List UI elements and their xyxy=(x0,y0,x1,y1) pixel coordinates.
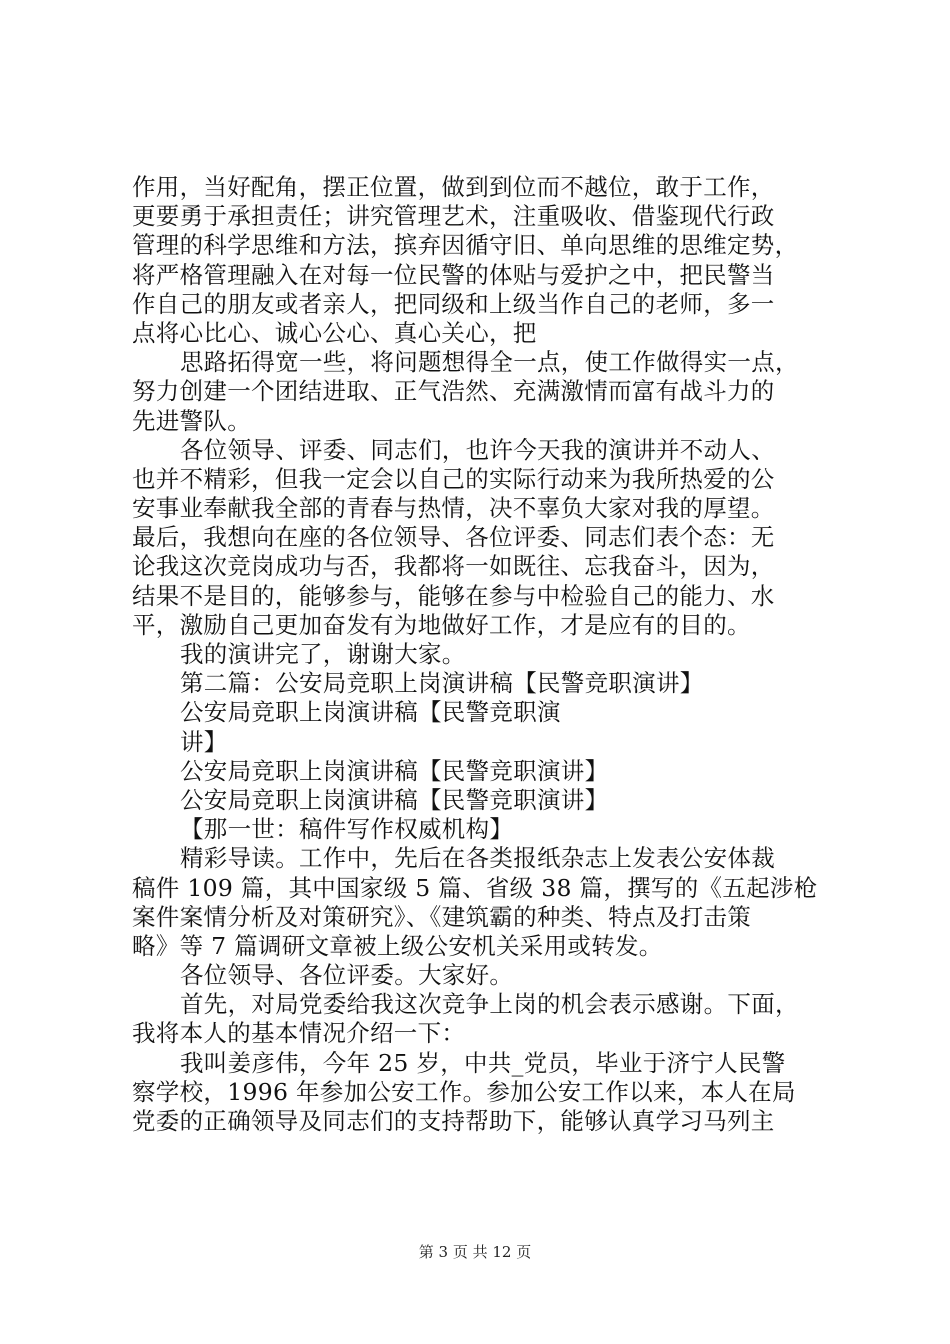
text-line: 首先，对局党委给我这次竞争上岗的机会表示感谢。下面， xyxy=(180,990,799,1019)
text-line: 我的演讲完了，谢谢大家。 xyxy=(180,640,466,668)
text-line: 结果不是目的，能够参与，能够在参与中检验自己的能力、水 xyxy=(132,581,775,610)
text-line: 更要勇于承担责任；讲究管理艺术，注重吸收、借鉴现代行政 xyxy=(132,202,775,231)
text-line: 思路拓得宽一些，将问题想得全一点，使工作做得实一点， xyxy=(180,348,799,377)
text-line: 管理的科学思维和方法，摈弃因循守旧、单向思维的思维定势， xyxy=(132,231,799,260)
text-line: 第二篇：公安局竞职上岗演讲稿【民警竞职演讲】 xyxy=(180,669,704,698)
text-line: 公安局竞职上岗演讲稿【民警竞职演讲】 xyxy=(180,756,609,785)
text-line: 将严格管理融入在对每一位民警的体贴与爱护之中，把民警当 xyxy=(132,260,775,289)
text-line: 各位领导、各位评委。大家好。 xyxy=(180,961,514,990)
text-line: 精彩导读。工作中，先后在各类报纸杂志上发表公安体裁 xyxy=(180,844,775,873)
page-footer xyxy=(0,1242,950,1262)
text-line: 我将本人的基本情况介绍一下： xyxy=(132,1019,466,1048)
text-line: 察学校，1996 年参加公安工作。参加公安工作以来，本人在局 xyxy=(132,1077,796,1106)
text-line: 最后，我想向在座的各位领导、各位评委、同志们表个态：无 xyxy=(132,523,775,552)
text-line: 案件案情分析及对策研究》、《建筑霸的种类、特点及打击策 xyxy=(132,902,752,931)
text-line: 稿件 109 篇，其中国家级 5 篇、省级 38 篇，撰写的《五起涉枪 xyxy=(132,873,818,902)
text-line: 安事业奉献我全部的青春与热情，决不辜负大家对我的厚望。 xyxy=(132,494,775,523)
text-line: 作自己的朋友或者亲人，把同级和上级当作自己的老师，多一 xyxy=(132,289,775,318)
text-line: 略》等 7 篇调研文章被上级公安机关采用或转发。 xyxy=(132,931,663,960)
text-line: 作用，当好配角，摆正位置，做到到位而不越位，敢于工作， xyxy=(132,173,775,201)
text-line: 努力创建一个团结进取、正气浩然、充满激情而富有战斗力的 xyxy=(132,377,775,406)
text-line: 党委的正确领导及同志们的支持帮助下，能够认真学习马列主 xyxy=(132,1107,775,1135)
text-line: 讲】 xyxy=(180,727,228,756)
page-number: 第 3 页 共 12 页 xyxy=(418,1243,532,1261)
text-line: 公安局竞职上岗演讲稿【民警竞职演 xyxy=(180,698,561,727)
text-line: 论我这次竞岗成功与否，我都将一如既往、忘我奋斗，因为， xyxy=(132,552,775,581)
text-line: 点将心比心、诚心公心、真心关心，把 xyxy=(132,318,537,347)
text-line: 平，激励自己更加奋发有为地做好工作，才是应有的目的。 xyxy=(132,610,751,639)
text-line: 各位领导、评委、同志们，也许今天我的演讲并不动人、 xyxy=(180,435,775,464)
text-line: 也并不精彩，但我一定会以自己的实际行动来为我所热爱的公 xyxy=(132,464,775,493)
text-line: 【那一世：稿件写作权威机构】 xyxy=(180,815,514,844)
text-line: 先进警队。 xyxy=(132,406,251,435)
text-line: 我叫姜彦伟，今年 25 岁，中共_党员，毕业于济宁人民警 xyxy=(180,1048,786,1077)
document-body xyxy=(132,173,832,1136)
text-line: 公安局竞职上岗演讲稿【民警竞职演讲】 xyxy=(180,785,609,814)
